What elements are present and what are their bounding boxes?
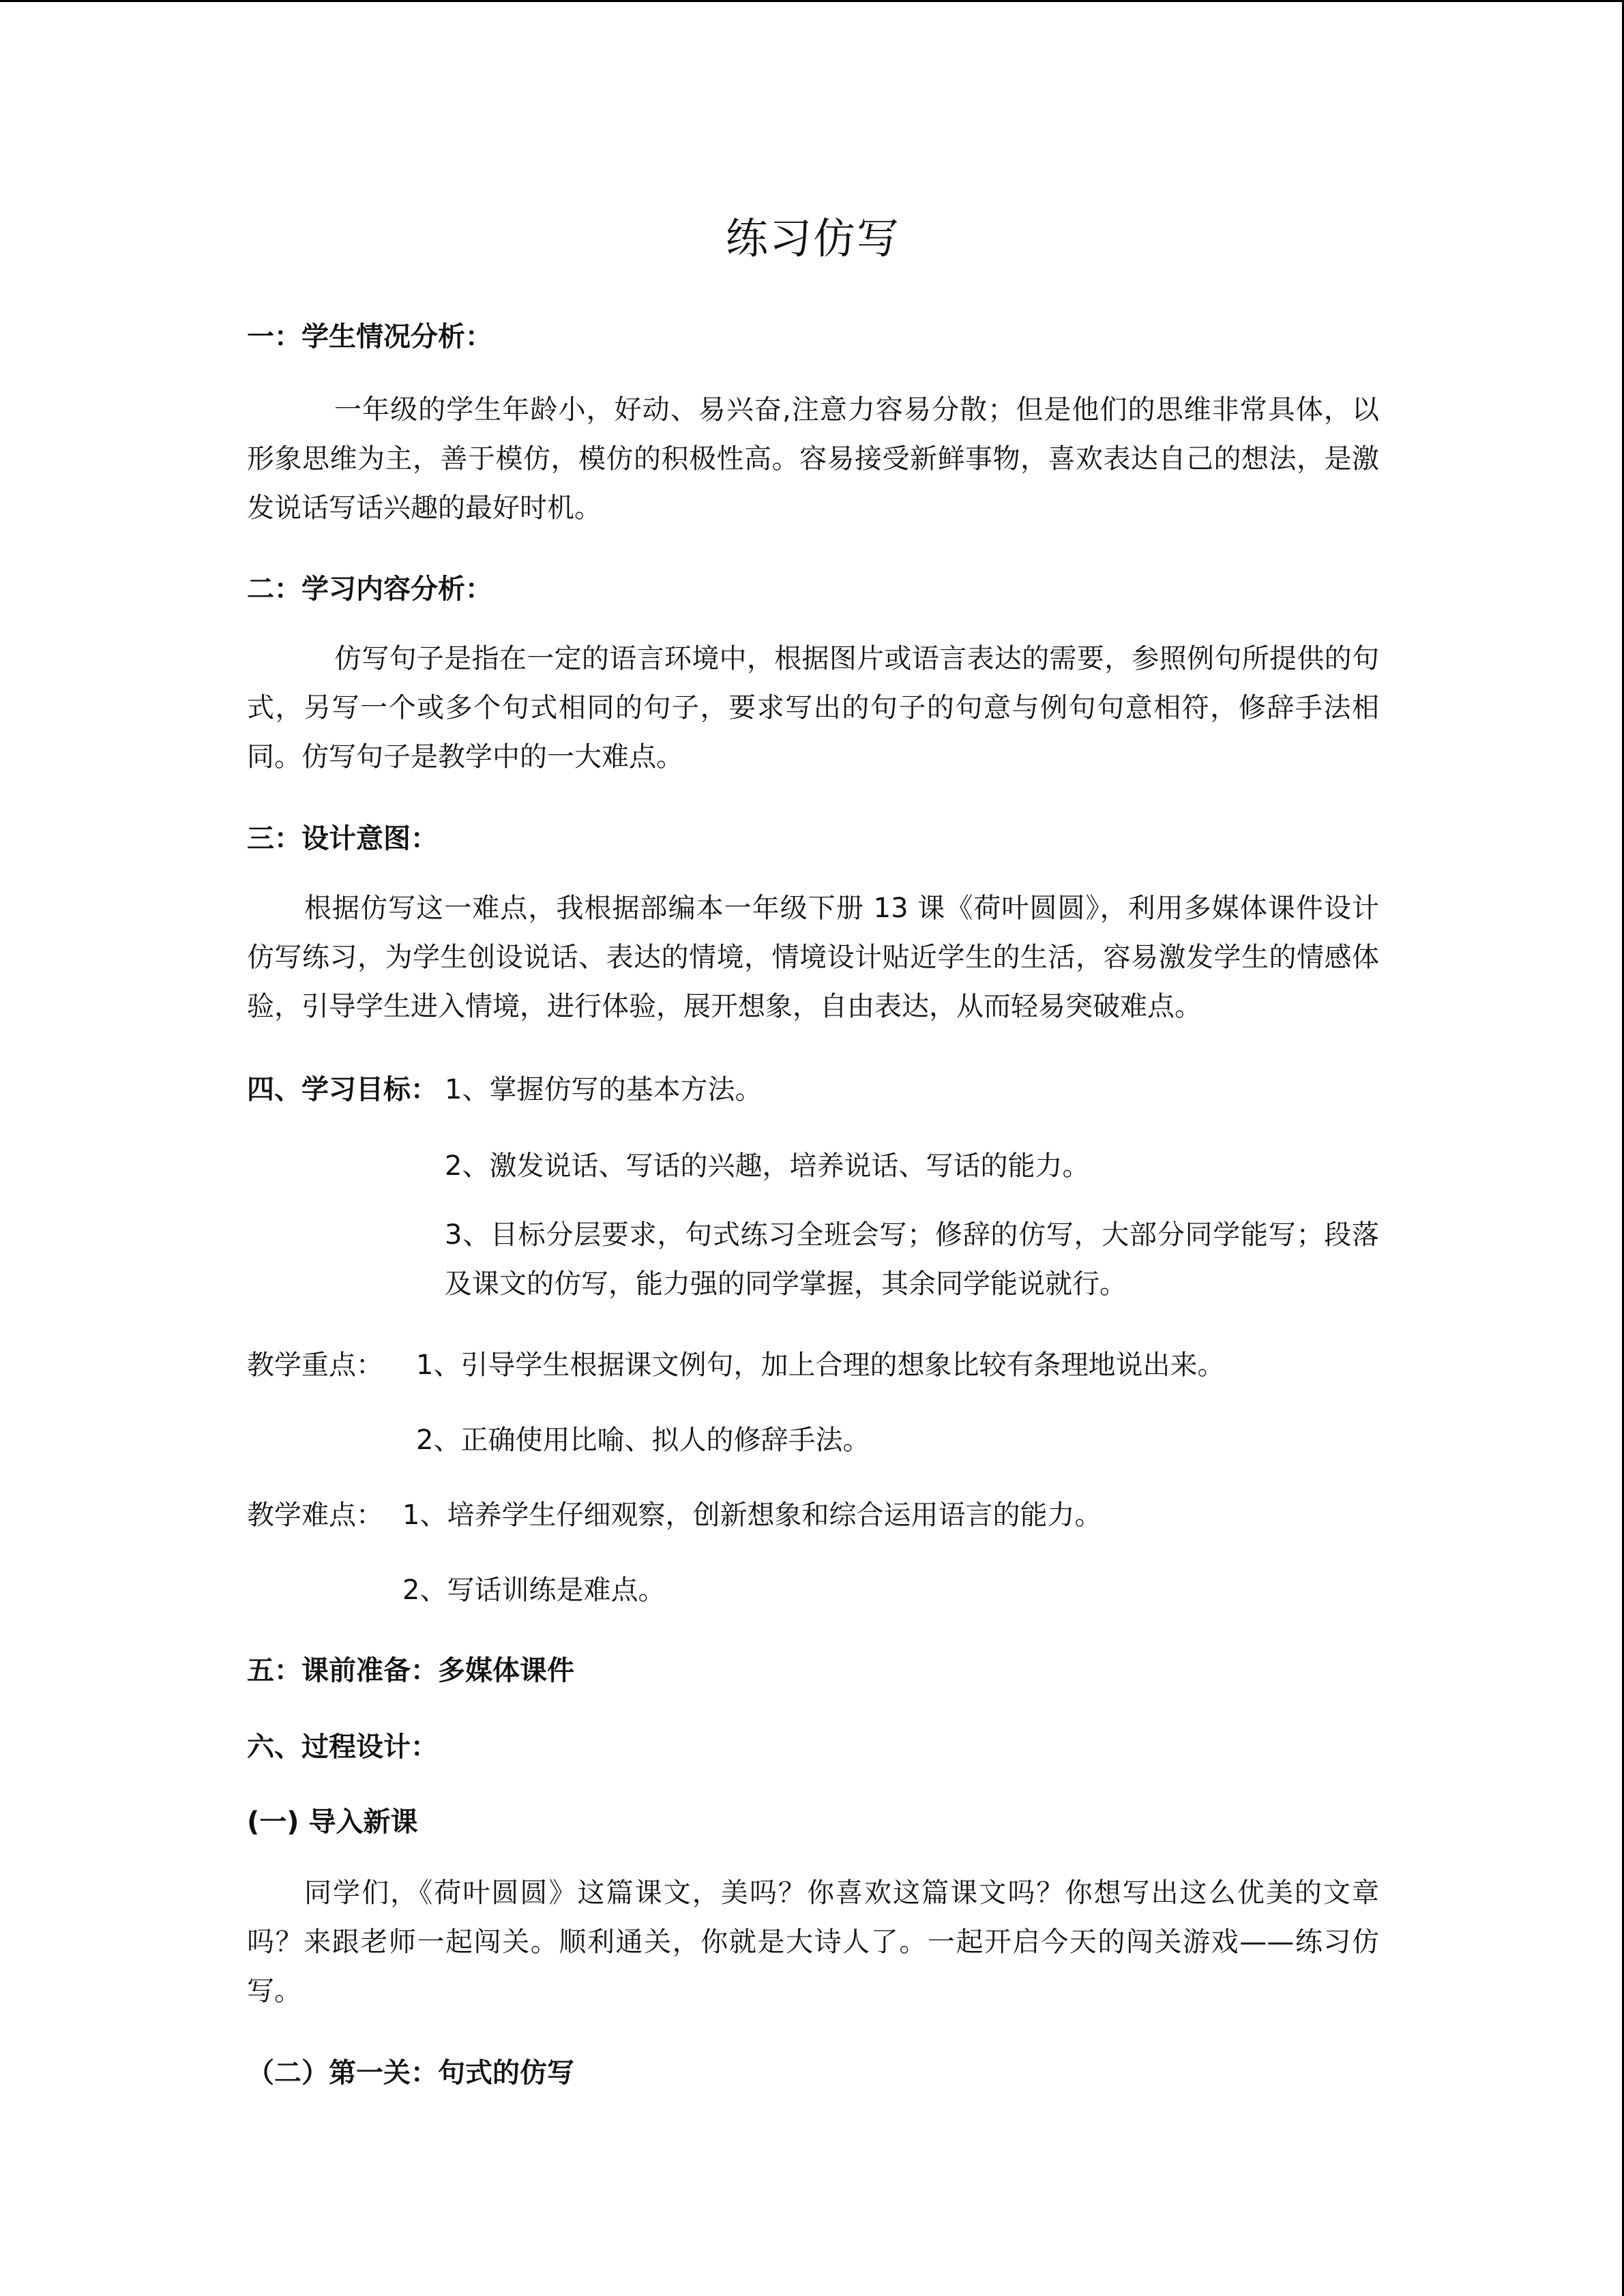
section-heading-design-intent: 三：设计意图： <box>247 823 438 854</box>
page-top-border <box>0 0 1624 2</box>
learning-goal-1: 1、掌握仿写的基本方法。 <box>445 1074 763 1105</box>
section-heading-process-design: 六、过程设计： <box>247 1731 438 1763</box>
teaching-key-1: 1、引导学生根据课文例句，加上合理的想象比较有条理地说出来。 <box>416 1350 1225 1381</box>
learning-goal-3: 3、目标分层要求，句式练习全班会写；修辞的仿写，大部分同学能写；段落及课文的仿写，能力强的同学掌握，其余同学能说就行。 <box>445 1219 1379 1300</box>
teaching-difficulty-label: 教学难点： <box>247 1500 383 1531</box>
page-title: 练习仿写 <box>725 213 900 263</box>
section-heading-student-analysis: 一：学生情况分析： <box>247 321 492 353</box>
section-heading-learning-goals: 四、学习目标： <box>247 1074 438 1105</box>
learning-goal-2: 2、激发说话、写话的兴趣，培养说话、写话的能力。 <box>445 1150 1090 1182</box>
teaching-key-2: 2、正确使用比喻、拟人的修辞手法。 <box>416 1425 870 1456</box>
teaching-difficulty-2: 2、写话训练是难点。 <box>402 1575 666 1606</box>
paragraph-design-intent: 根据仿写这一难点，我根据部编本一年级下册 13 课《荷叶圆圆》，利用多媒体课件设计仿写练习，为学生创设说话、表达的情境，情境设计贴近学生的生活，容易激发学生的情感体验，引导学生进入情境，进行体验，展开想象，自由表达，从而轻易突破难点。 <box>247 893 1379 1022</box>
paragraph-student-analysis: 一年级的学生年龄小，好动、易兴奋,注意力容易分散；但是他们的思维非常具体，以形象思维为主，善于模仿，模仿的积极性高。容易接受新鲜事物，喜欢表达自己的想法，是激发说话写话兴趣的最好时机。 <box>247 394 1379 524</box>
teaching-key-label: 教学重点： <box>247 1350 383 1381</box>
paragraph-introduction: 同学们，《荷叶圆圆》这篇课文，美吗？你喜欢这篇课文吗？你想写出这么优美的文章吗？来跟老师一起闯关。顺利通关，你就是大诗人了。一起开启今天的闯关游戏——练习仿写。 <box>247 1877 1379 2007</box>
paragraph-content-analysis: 仿写句子是指在一定的语言环境中，根据图片或语言表达的需要，参照例句所提供的句式，另写一个或多个句式相同的句子，要求写出的句子的句意与例句句意相符，修辞手法相同。仿写句子是教学中的一大难点。 <box>247 643 1379 773</box>
subheading-introduction: (一) 导入新课 <box>247 1806 418 1838</box>
teaching-difficulty-1: 1、培养学生仔细观察，创新想象和综合运用语言的能力。 <box>402 1500 1102 1531</box>
subheading-first-level: （二）第一关：句式的仿写 <box>247 2057 574 2089</box>
section-heading-preparation: 五：课前准备：多媒体课件 <box>247 1655 574 1686</box>
section-heading-content-analysis: 二：学习内容分析： <box>247 573 492 605</box>
